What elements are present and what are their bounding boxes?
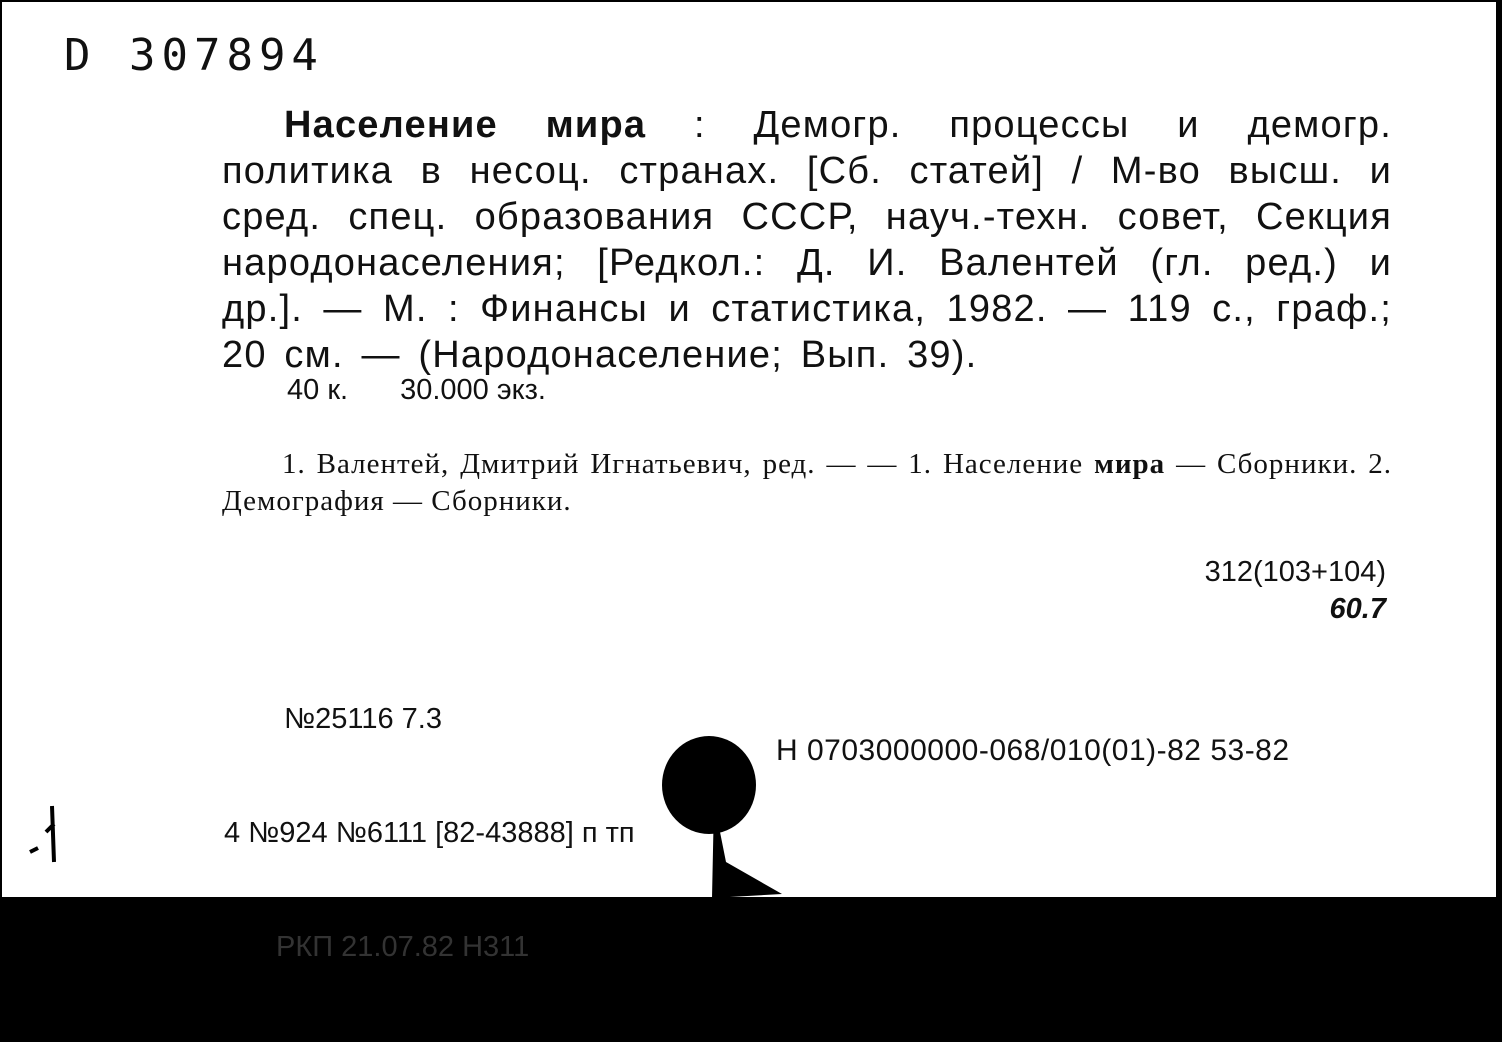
corner-scribble-mark: [24, 802, 64, 882]
imprint-line-3: РКП 21.07.82 Н311: [276, 931, 530, 963]
classification-code: 60.7: [1329, 593, 1386, 625]
catalog-card: [2, 2, 1500, 963]
imprint-line-1: №25116 7.3: [284, 703, 442, 735]
tracing-block: [222, 446, 1392, 520]
print-run: 30.000 экз.: [400, 374, 546, 406]
hole-tear-mark: [702, 802, 792, 902]
imprint-block: [224, 624, 635, 1042]
catalog-code: Н 0703000000-068/010(01)-82 53-82: [776, 734, 1290, 767]
tracing-bold: мира: [1094, 448, 1166, 480]
price-line: [287, 374, 546, 407]
price: 40 к.: [287, 374, 349, 406]
classification: [1205, 554, 1386, 628]
accession-number: D 307894: [64, 30, 324, 81]
bibliographic-description: [222, 102, 1392, 378]
imprint-line-2: 4 №924 №6111 [82-43888] п тп: [224, 817, 635, 849]
title-heading: Население мира: [284, 104, 647, 146]
tracing-part2: — Сборники. 2. Демография — Сборники.: [222, 448, 1392, 517]
classification-index: 312(103+104): [1204, 556, 1386, 588]
title-body: : Демогр. процессы и демогр. политика в несоц. странах. [Сб. статей] / М-во высш. и сред. спец. образования СССР, науч.-техн. совет, Секция народонаселения; [Редкол.: Д. И. Валентей (гл. ред.) и др.]. — М. : Финансы и статистика, 1982. — 119 с., граф.; 20 см. — (Народонаселение; Вып. 39).: [222, 104, 1392, 376]
tracing-part1: 1. Валентей, Дмитрий Игнатьевич, ред. — — 1. Население: [282, 448, 1095, 480]
